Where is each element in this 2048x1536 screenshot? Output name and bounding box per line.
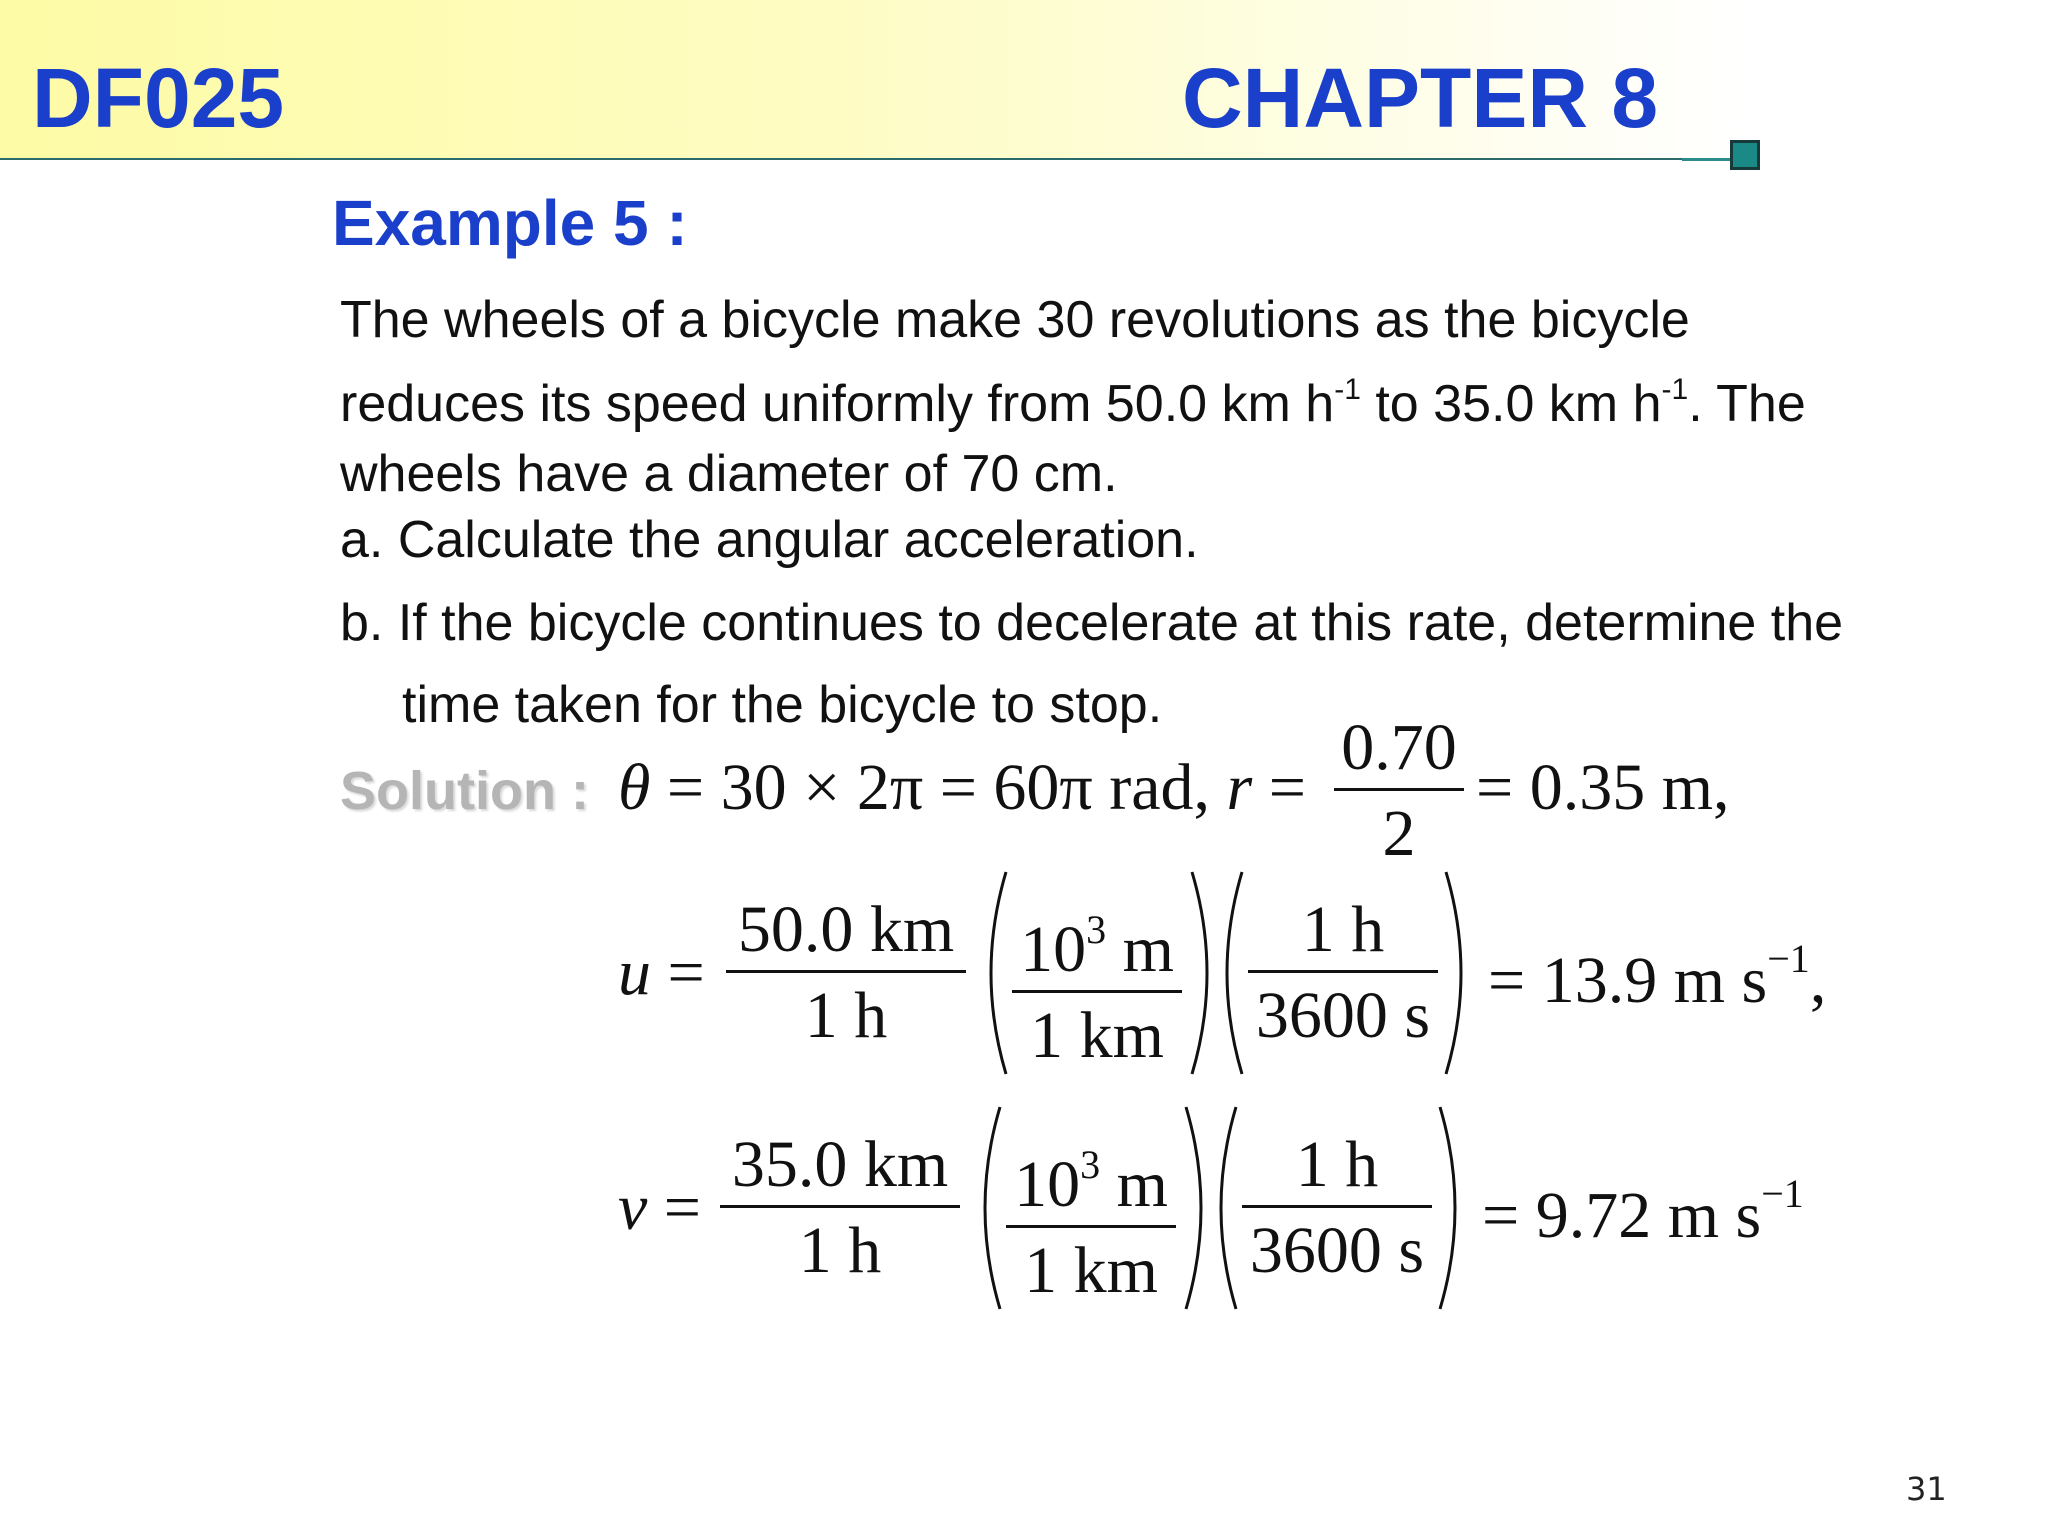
problem-line-3: wheels have a diameter of 70 cm.: [340, 445, 1118, 503]
u-fraction-2: $10^3$ m 1 km: [1012, 890, 1182, 1079]
radius-result: = 0.35 m,: [1476, 751, 1730, 824]
header-band: [0, 0, 2048, 158]
part-b-line-2: time taken for the bicycle to stop.: [402, 676, 1163, 734]
u-fraction-1: 50.0 km 1 h: [726, 890, 966, 1059]
v-fraction-2: $10^3$ m 1 km: [1006, 1125, 1176, 1314]
problem-line-2: reduces its speed uniformly from 50.0 km $h^{-1}$ to 35.0 km $h^{-1}$. The: [340, 373, 1806, 433]
radius-fraction: 0.70 2: [1334, 708, 1464, 877]
header-rule-accent: [1682, 158, 1730, 161]
problem-line-1: The wheels of a bicycle make 30 revolutions as the bicycle: [340, 291, 1690, 349]
header-square-decoration: [1730, 140, 1760, 170]
v-left-paren-2: [1202, 1103, 1242, 1313]
u-left-paren-1: [972, 868, 1012, 1078]
example-title: Example 5 :: [332, 187, 688, 259]
u-result: = 13.9 m $s^{-1}$,: [1488, 936, 1827, 1017]
u-right-paren-2: [1440, 868, 1480, 1078]
problem-statement: [340, 285, 2020, 509]
header-rule: [0, 158, 1700, 160]
v-right-paren-2: [1434, 1103, 1474, 1313]
part-b-line-1: b. If the bicycle continues to decelerate at this rate, determine the: [340, 594, 1844, 652]
u-fraction-3: 1 h 3600 s: [1248, 890, 1438, 1059]
part-a: a. Calculate the angular acceleration.: [340, 511, 1199, 569]
v-result: = 9.72 m $s^{-1}$: [1482, 1171, 1804, 1252]
theta-equation: θ = 30 × 2π = 60π rad, r =: [618, 751, 1306, 824]
v-fraction-3: 1 h 3600 s: [1242, 1125, 1432, 1294]
course-code: DF025: [32, 51, 285, 145]
v-left-paren-1: [966, 1103, 1006, 1313]
v-lhs: v =: [618, 1171, 702, 1244]
page-number: 31: [1906, 1470, 1947, 1508]
chapter-title: CHAPTER 8: [1182, 51, 1659, 145]
u-left-paren-2: [1208, 868, 1248, 1078]
v-fraction-1: 35.0 km 1 h: [720, 1125, 960, 1294]
u-lhs: u =: [618, 936, 705, 1009]
solution-label: Solution :: [340, 761, 589, 821]
